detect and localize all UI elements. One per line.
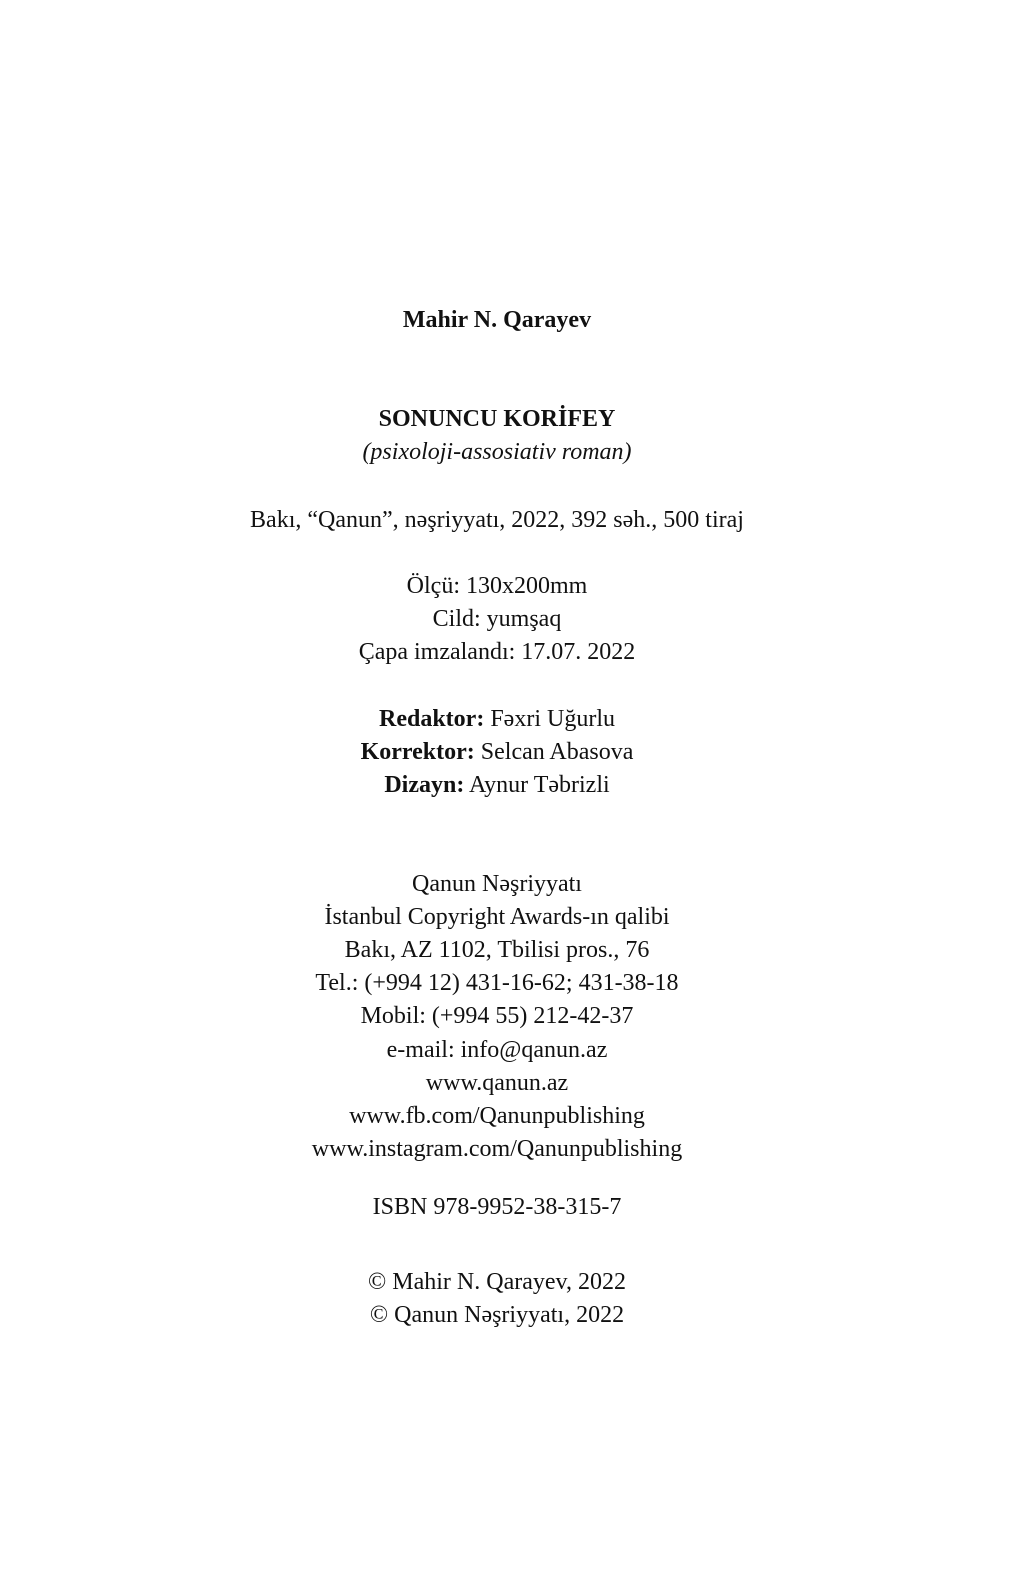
publisher-name: Qanun Nəşriyyatı xyxy=(412,871,582,897)
credit-name: Fəxri Uğurlu xyxy=(490,706,615,732)
credit-name: Selcan Abasova xyxy=(480,739,634,765)
copyright-author: © Mahir N. Qarayev, 2022 xyxy=(368,1269,626,1295)
isbn: ISBN 978-9952-38-315-7 xyxy=(372,1194,622,1220)
author-name: Mahir N. Qarayev xyxy=(402,307,592,333)
credit-editor xyxy=(0,704,994,734)
credit-proofreader xyxy=(0,737,994,767)
imprint-line: Bakı, “Qanun”, nəşriyyatı, 2022, 392 səh., 500 tiraj xyxy=(250,507,744,533)
book-title: SONUNCU KORİFEY xyxy=(378,406,616,432)
publisher-website: www.qanun.az xyxy=(425,1070,569,1096)
credit-label: Korrektor: xyxy=(360,739,475,765)
credit-label: Dizayn: xyxy=(384,772,465,798)
credit-designer xyxy=(0,770,994,800)
copyright-publisher: © Qanun Nəşriyyatı, 2022 xyxy=(369,1302,625,1328)
book-subtitle: (psixoloji-assosiativ roman) xyxy=(362,439,632,465)
publisher-award: İstanbul Copyright Awards-ın qalibi xyxy=(324,904,670,930)
credit-label: Redaktor: xyxy=(379,706,485,732)
publisher-facebook: www.fb.com/Qanunpublishing xyxy=(349,1103,645,1129)
spec-signed: Çapa imzalandı: 17.07. 2022 xyxy=(358,639,636,665)
publisher-email: e-mail: info@qanun.az xyxy=(386,1037,608,1063)
spec-size: Ölçü: 130x200mm xyxy=(406,573,588,599)
publisher-instagram: www.instagram.com/Qanunpublishing xyxy=(311,1136,683,1162)
publisher-mobile: Mobil: (+994 55) 212-42-37 xyxy=(360,1003,634,1029)
spec-binding: Cild: yumşaq xyxy=(432,606,562,632)
credit-name: Aynur Təbrizli xyxy=(469,772,610,798)
publisher-address: Bakı, AZ 1102, Tbilisi pros., 76 xyxy=(344,937,650,963)
publisher-tel: Tel.: (+994 12) 431-16-62; 431-38-18 xyxy=(315,970,679,996)
